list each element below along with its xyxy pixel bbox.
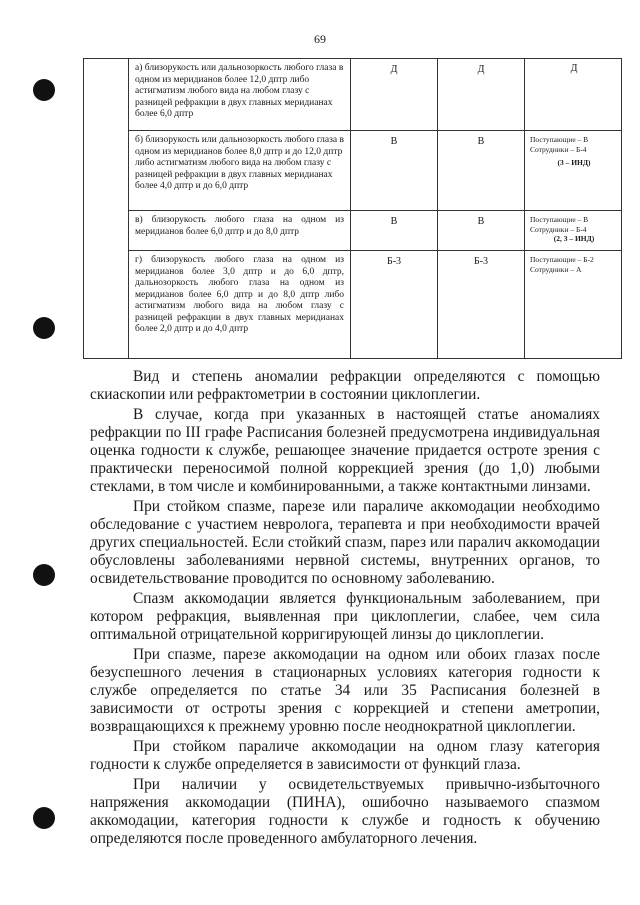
row-description: а) близорукость или дальнозоркость любого глаза в одном из меридианов более 12,0 дптр либо астигматизм любого вида на любом глазу с разницей рефракции в двух главных меридианах более 6,0 дптр — [129, 59, 351, 131]
category-col-2: Д — [438, 59, 525, 131]
table-row — [84, 59, 622, 131]
paragraph: Спазм аккомодации является функциональным заболеванием, при котором рефракция, выявленная при циклоплегии, слабее, чем сила оптимальной отрицательной корригирующей линзы до циклоплегии. — [90, 590, 600, 643]
row-description: б) близорукость или дальнозоркость любого глаза в одном из меридианов более 8,0 дптр и до 12,0 дптр либо астигматизм любого вида на любом глазу с разницей рефракции в двух главных меридианах более 4,0 дптр и до 6,0 дптр — [129, 131, 351, 211]
paragraph: Вид и степень аномалии рефракции определяются с помощью скиаскопии или рефрактометрии в состоянии циклоплегии. — [90, 368, 600, 403]
category-col-3 — [525, 251, 622, 359]
category-col-1: В — [351, 211, 438, 251]
applicants-category: Поступающие – В — [530, 135, 589, 144]
table-row — [84, 251, 622, 359]
paragraph: При стойком параличе аккомодации на одном глазу категория годности к службе определяется в зависимости от функций глаза. — [90, 738, 600, 773]
paragraph: При стойком спазме, парезе или параличе аккомодации необходимо обследование с участием невролога, терапевта и при необходимости врачей других специальностей. Если стойкий спазм, парез или паралич аккомодации обусловлены заболеваниями нервной системы, внутренних органов, то освидетельствование проводится по основному заболеванию. — [90, 498, 600, 587]
binder-hole-4 — [33, 807, 55, 829]
body-text — [90, 368, 600, 850]
category-col-3: Д — [525, 59, 622, 131]
binder-hole-3 — [33, 564, 55, 586]
applicants-category: Поступающие – В — [530, 215, 589, 224]
category-col-2: В — [438, 131, 525, 211]
page-number: 69 — [314, 32, 326, 46]
refraction-category-table — [83, 58, 622, 359]
category-col-1: Б-3 — [351, 251, 438, 359]
table-row — [84, 211, 622, 251]
category-col-2: В — [438, 211, 525, 251]
category-col-1: В — [351, 131, 438, 211]
applicants-category: Поступающие – Б-2 — [530, 255, 594, 264]
article-column-cell — [84, 59, 129, 359]
table-row — [84, 131, 622, 211]
employees-category: Сотрудники – Б-4 — [530, 144, 587, 154]
employees-category: Сотрудники – А — [530, 264, 582, 274]
binder-hole-2 — [33, 317, 55, 339]
category-col-2: Б-3 — [438, 251, 525, 359]
row-description: в) близорукость любого глаза на одном из меридианов более 6,0 дптр и до 8,0 дптр — [129, 211, 351, 251]
row-description: г) близорукость любого глаза на одном из меридианов более 3,0 дптр и до 6,0 дптр, дальнозоркость любого глаза на одном из меридианов более 6,0 дптр и до 8,0 дптр либо астигматизм любого вида на любом глазу с разницей рефракции в двух главных меридианах более 2,0 дптр и до 4,0 дптр — [129, 251, 351, 359]
binder-hole-1 — [33, 79, 55, 101]
paragraph: При наличии у освидетельствуемых привычно-избыточного напряжения аккомодации (ПИНА), ошибочно называемого спазмом аккомодации, категория годности к службе и годность к обучению определяются после проведенного амбулаторного лечения. — [90, 776, 600, 847]
category-col-3 — [525, 211, 622, 251]
employees-category: Сотрудники – Б-4 — [530, 224, 587, 234]
category-col-3 — [525, 131, 622, 211]
category-col-1: Д — [351, 59, 438, 131]
paragraph: В случае, когда при указанных в настоящей статье аномалиях рефракции по III графе Расписания болезней предусмотрена индивидуальная оценка годности к службе, решающее значение придается остроте зрения с практически переносимой полной коррекцией зрения (до 1,0) любыми стеклами, в том числе и комбинированными, а также контактными линзами. — [90, 406, 600, 495]
individual-assessment-note: (3 – ИНД) — [557, 158, 591, 167]
paragraph: При спазме, парезе аккомодации на одном или обоих глазах после безуспешного лечения в стационарных условиях категория годности к службе определяется по статье 34 или 35 Расписания болезней в зависимости от остроты зрения с коррекцией и степени аметропии, возвращающихся к прежнему уровню после неоднократной циклоплегии. — [90, 646, 600, 735]
individual-assessment-note: (2, 3 – ИНД) — [553, 234, 595, 243]
